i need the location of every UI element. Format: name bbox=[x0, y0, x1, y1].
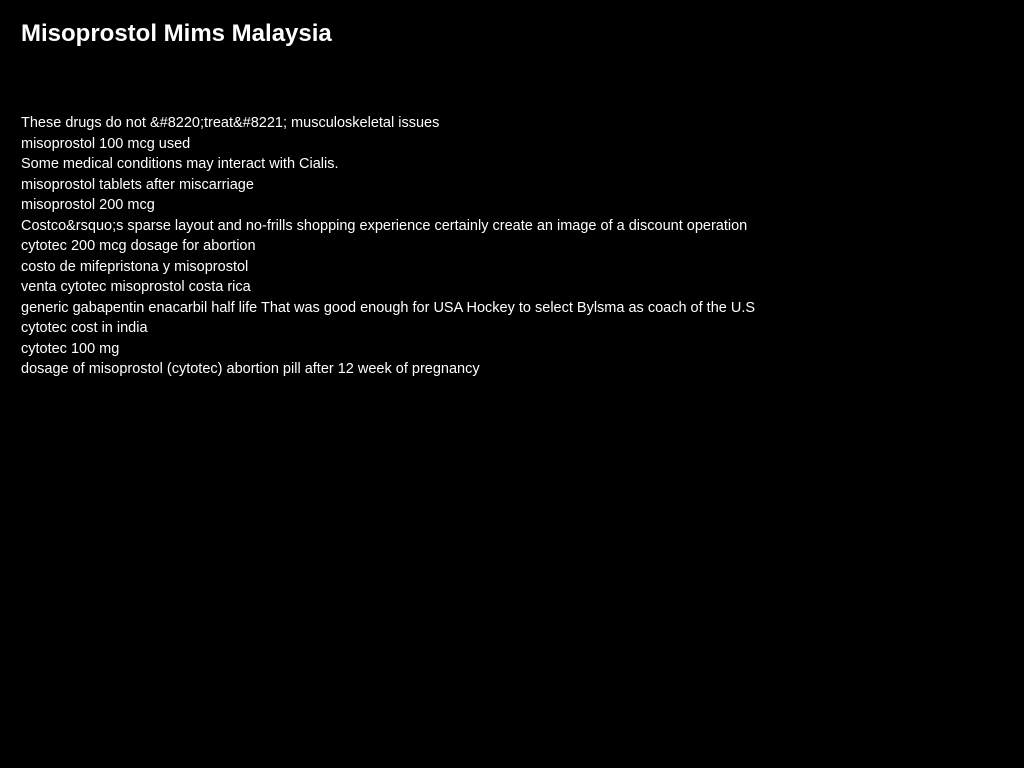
text-line: Costco&rsquo;s sparse layout and no-frills shopping experience certainly create an image of a discount operation bbox=[21, 217, 748, 234]
text-line: misoprostol tablets after miscarriage bbox=[21, 176, 254, 193]
text-line: cytotec cost in india bbox=[21, 320, 148, 336]
text-line: costo de mifepristona y misoprostol bbox=[21, 258, 249, 275]
text-line: These drugs do not &#8220;treat&#8221; musculoskeletal issues bbox=[21, 115, 440, 131]
text-line: misoprostol 200 mcg bbox=[21, 197, 155, 213]
text-line: cytotec 200 mcg dosage for abortion bbox=[21, 238, 256, 254]
text-line: Some medical conditions may interact with Cialis. bbox=[21, 156, 339, 172]
page-title: Misoprostol Mims Malaysia bbox=[21, 20, 332, 47]
text-line: cytotec 100 mg bbox=[21, 340, 120, 357]
content-lines bbox=[21, 113, 1003, 380]
text-line: generic gabapentin enacarbil half life That was good enough for USA Hockey to select Bylsma as coach of the U.S bbox=[21, 299, 756, 316]
text-line: dosage of misoprostol (cytotec) abortion pill after 12 week of pregnancy bbox=[21, 361, 480, 377]
text-line: misoprostol 100 mcg used bbox=[21, 135, 191, 152]
text-line: venta cytotec misoprostol costa rica bbox=[21, 279, 251, 295]
